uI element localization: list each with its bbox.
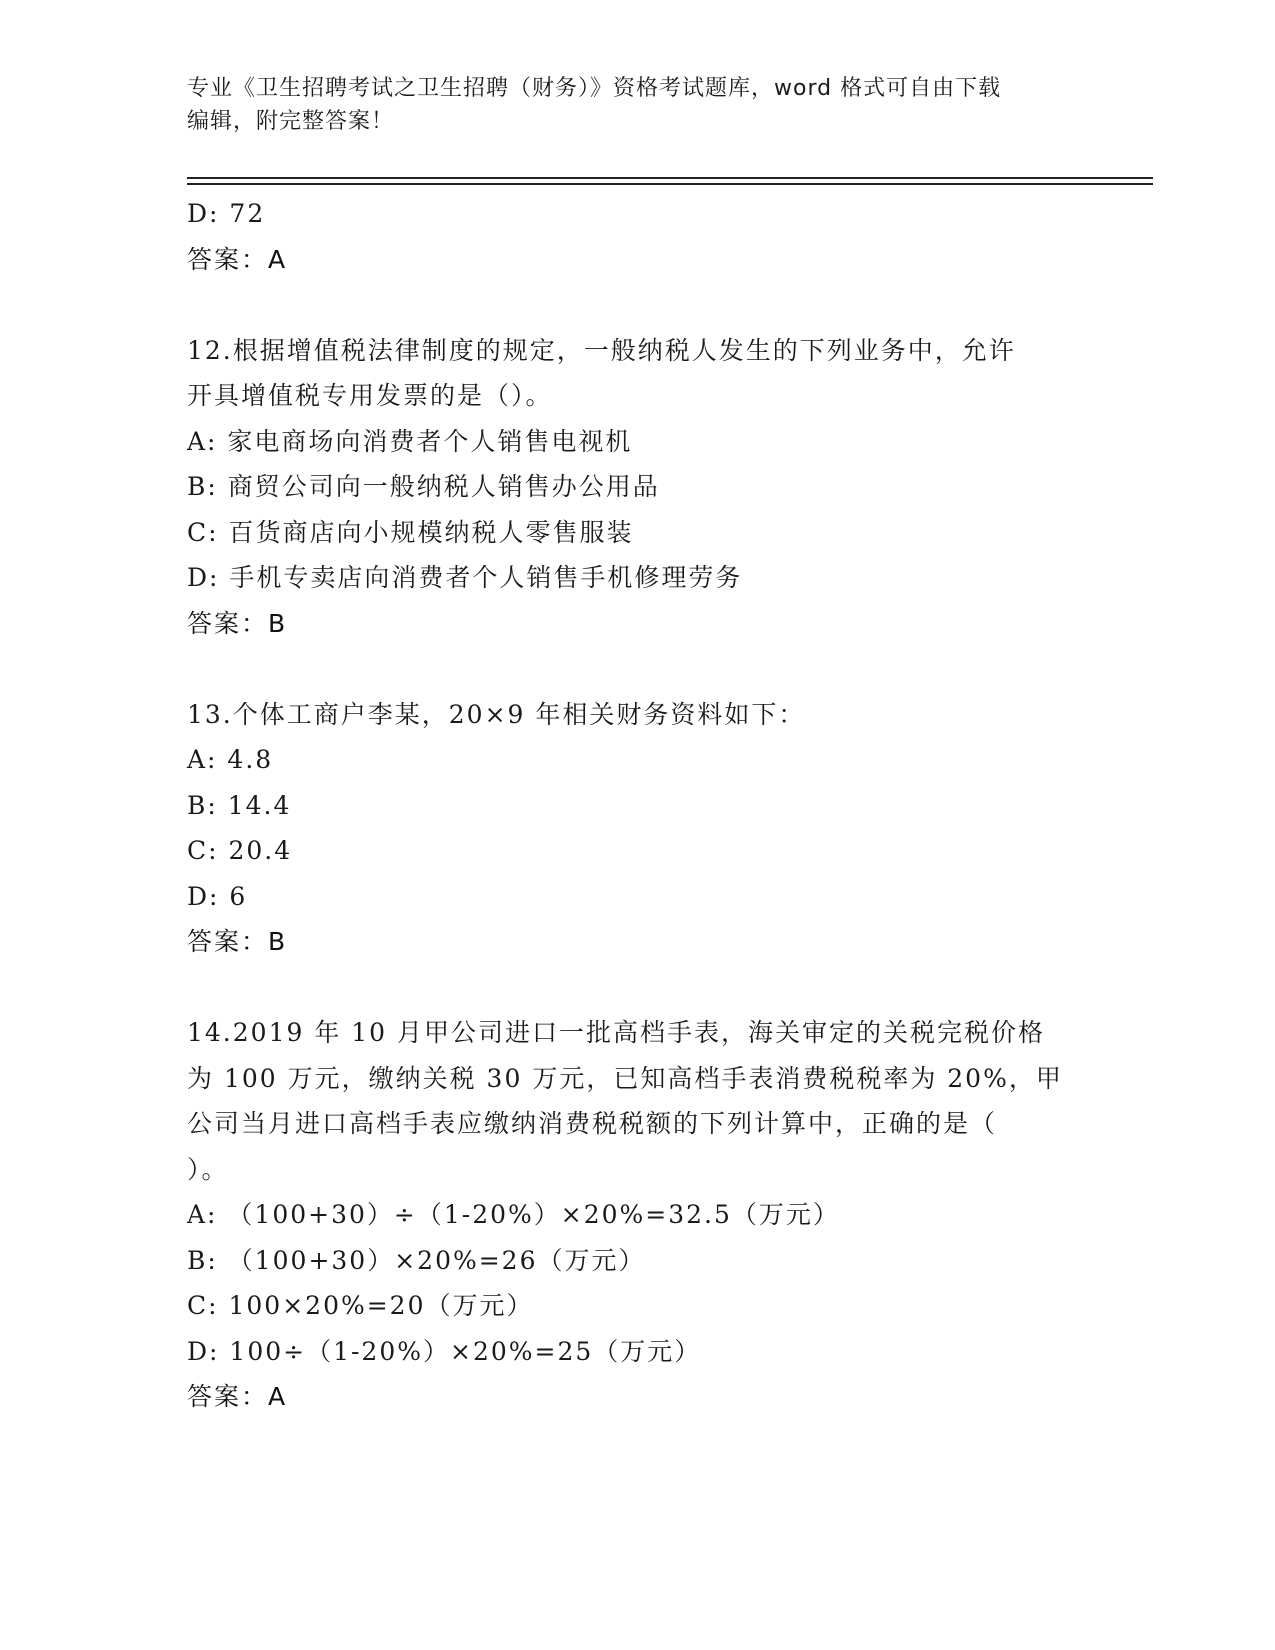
question-text-line: 公司当月进口高档手表应缴纳消费税税额的下列计算中，正确的是（: [187, 1109, 998, 1138]
prev-option-d: D: 72: [187, 199, 266, 228]
spacer: [187, 965, 1067, 1011]
question-text-line: 14.2019 年 10 月甲公司进口一批高档手表，海关审定的关税完税价格: [187, 1018, 1046, 1047]
option-b: B: 商贸公司向一般纳税人销售办公用品: [187, 472, 660, 501]
option-c: C: 20.4: [187, 836, 293, 865]
header-line-2: 编辑，附完整答案！: [187, 109, 395, 134]
question-12: [187, 328, 1067, 647]
header-rule-bottom: [187, 183, 1153, 185]
question-content: [187, 191, 1067, 1420]
option-d: D: 100÷（1-20%）×20%=25（万元）: [187, 1336, 702, 1366]
question-text-line: ）。: [187, 1154, 229, 1184]
spacer: [187, 282, 1067, 328]
option-a: A: 4.8: [187, 745, 274, 774]
question-text-line: 开具增值税专用发票的是（）。: [187, 381, 553, 410]
question-13: [187, 692, 1067, 965]
option-c: C: 百货商店向小规模纳税人零售服装: [187, 517, 634, 547]
option-a: A: （100+30）÷（1-20%）×20%=32.5（万元）: [187, 1200, 840, 1229]
page-header: [187, 72, 1067, 138]
header-rule-top: [187, 177, 1153, 179]
option-b: B: （100+30）×20%=26（万元）: [187, 1245, 646, 1275]
question-14: [187, 1010, 1067, 1420]
option-d: D: 手机专卖店向消费者个人销售手机修理劳务: [187, 563, 743, 592]
header-line-1: 专业《卫生招聘考试之卫生招聘（财务）》资格考试题库，word 格式可自由下载: [187, 76, 1002, 101]
question-text-line: 13.个体工商户李某，20×9 年相关财务资料如下：: [187, 699, 806, 729]
answer-line: 答案：B: [187, 608, 288, 638]
spacer: [187, 646, 1067, 692]
answer-line: 答案：B: [187, 927, 288, 956]
option-b: B: 14.4: [187, 790, 292, 820]
option-c: C: 100×20%=20（万元）: [187, 1291, 534, 1320]
option-a: A: 家电商场向消费者个人销售电视机: [187, 426, 633, 456]
prev-answer: 答案：A: [187, 244, 288, 274]
question-text-line: 12.根据增值税法律制度的规定，一般纳税人发生的下列业务中，允许: [187, 335, 1016, 365]
answer-line: 答案：A: [187, 1382, 288, 1411]
option-d: D: 6: [187, 881, 248, 911]
question-text-line: 为 100 万元，缴纳关税 30 万元，已知高档手表消费税税率为 20%，甲: [187, 1063, 1063, 1093]
